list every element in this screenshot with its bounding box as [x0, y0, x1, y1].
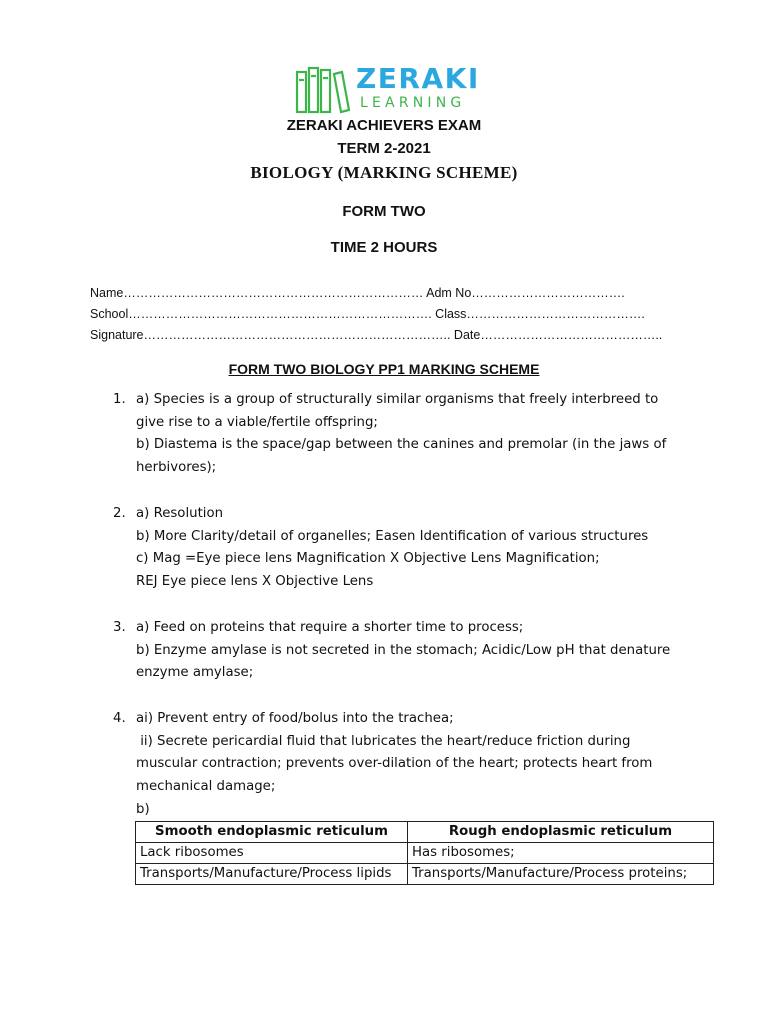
answer-line: c) Mag =Eye piece lens Magnification X Objective Lens Magnification; — [136, 551, 600, 567]
answer-line: ai) Prevent entry of food/bolus into the trachea; — [136, 711, 454, 726]
question-number: 3. — [113, 620, 126, 635]
section-title: FORM TWO BIOLOGY PP1 MARKING SCHEME — [228, 361, 540, 377]
table-cell: Transports/Manufacture/Process lipids — [136, 864, 408, 885]
answer-line: b) Diastema is the space/gap between the canines and premolar (in the jaws of — [136, 437, 667, 453]
exam-form: FORM TWO — [342, 203, 426, 220]
answer-line: a) Feed on proteins that require a shorter time to process; — [136, 620, 524, 635]
table-cell: Lack ribosomes — [136, 843, 408, 864]
zeraki-logo — [294, 64, 484, 114]
er-comparison-table — [135, 821, 714, 885]
question-number: 4. — [113, 711, 126, 726]
books-icon — [294, 66, 350, 114]
name-adm-line: Name……………………………………………………………… Adm No………………………………. — [90, 286, 625, 300]
table-cell: Transports/Manufacture/Process proteins; — [408, 864, 714, 885]
answer-line: b) Enzyme amylase is not secreted in the stomach; Acidic/Low pH that denature — [136, 642, 671, 658]
answer-line: REJ Eye piece lens X Objective Lens — [136, 574, 374, 590]
exam-subject: BIOLOGY (MARKING SCHEME) — [250, 163, 518, 182]
table-cell: Has ribosomes; — [408, 843, 714, 864]
logo-sub-text: LEARNING — [360, 95, 466, 111]
exam-title: ZERAKI ACHIEVERS EXAM — [286, 117, 482, 134]
answer-line: b) More Clarity/detail of organelles; Easen Identification of various structures — [136, 528, 649, 544]
table-row — [136, 843, 714, 864]
question-number: 2. — [113, 506, 126, 521]
answer-line: ii) Secrete pericardial fluid that lubricates the heart/reduce friction during — [136, 733, 631, 749]
school-class-line: School………………………………………………………………. Class……………………………………. — [90, 307, 645, 321]
exam-term: TERM 2-2021 — [337, 140, 431, 157]
answer-line: mechanical damage; — [136, 779, 276, 795]
table-header-row — [136, 822, 714, 843]
table-row — [136, 864, 714, 885]
table-header-cell: Smooth endoplasmic reticulum — [136, 822, 408, 843]
answer-line: a) Resolution — [136, 506, 224, 521]
logo-brand-text: ZERAKI — [356, 62, 480, 95]
answer-line: muscular contraction; prevents over-dilation of the heart; protects heart from — [136, 756, 653, 772]
signature-date-line: Signature……………………………………………………………….. Date…………………………………….. — [90, 328, 663, 342]
answer-line: a) Species is a group of structurally similar organisms that freely interbreed to — [136, 392, 659, 407]
answer-line: give rise to a viable/fertile offspring; — [136, 414, 378, 430]
question-number: 1. — [113, 392, 126, 407]
answer-line: herbivores); — [136, 460, 217, 476]
table-header-cell: Rough endoplasmic reticulum — [408, 822, 714, 843]
exam-time: TIME 2 HOURS — [330, 239, 438, 256]
answer-line: enzyme amylase; — [136, 665, 254, 681]
answer-line: b) — [136, 801, 150, 817]
